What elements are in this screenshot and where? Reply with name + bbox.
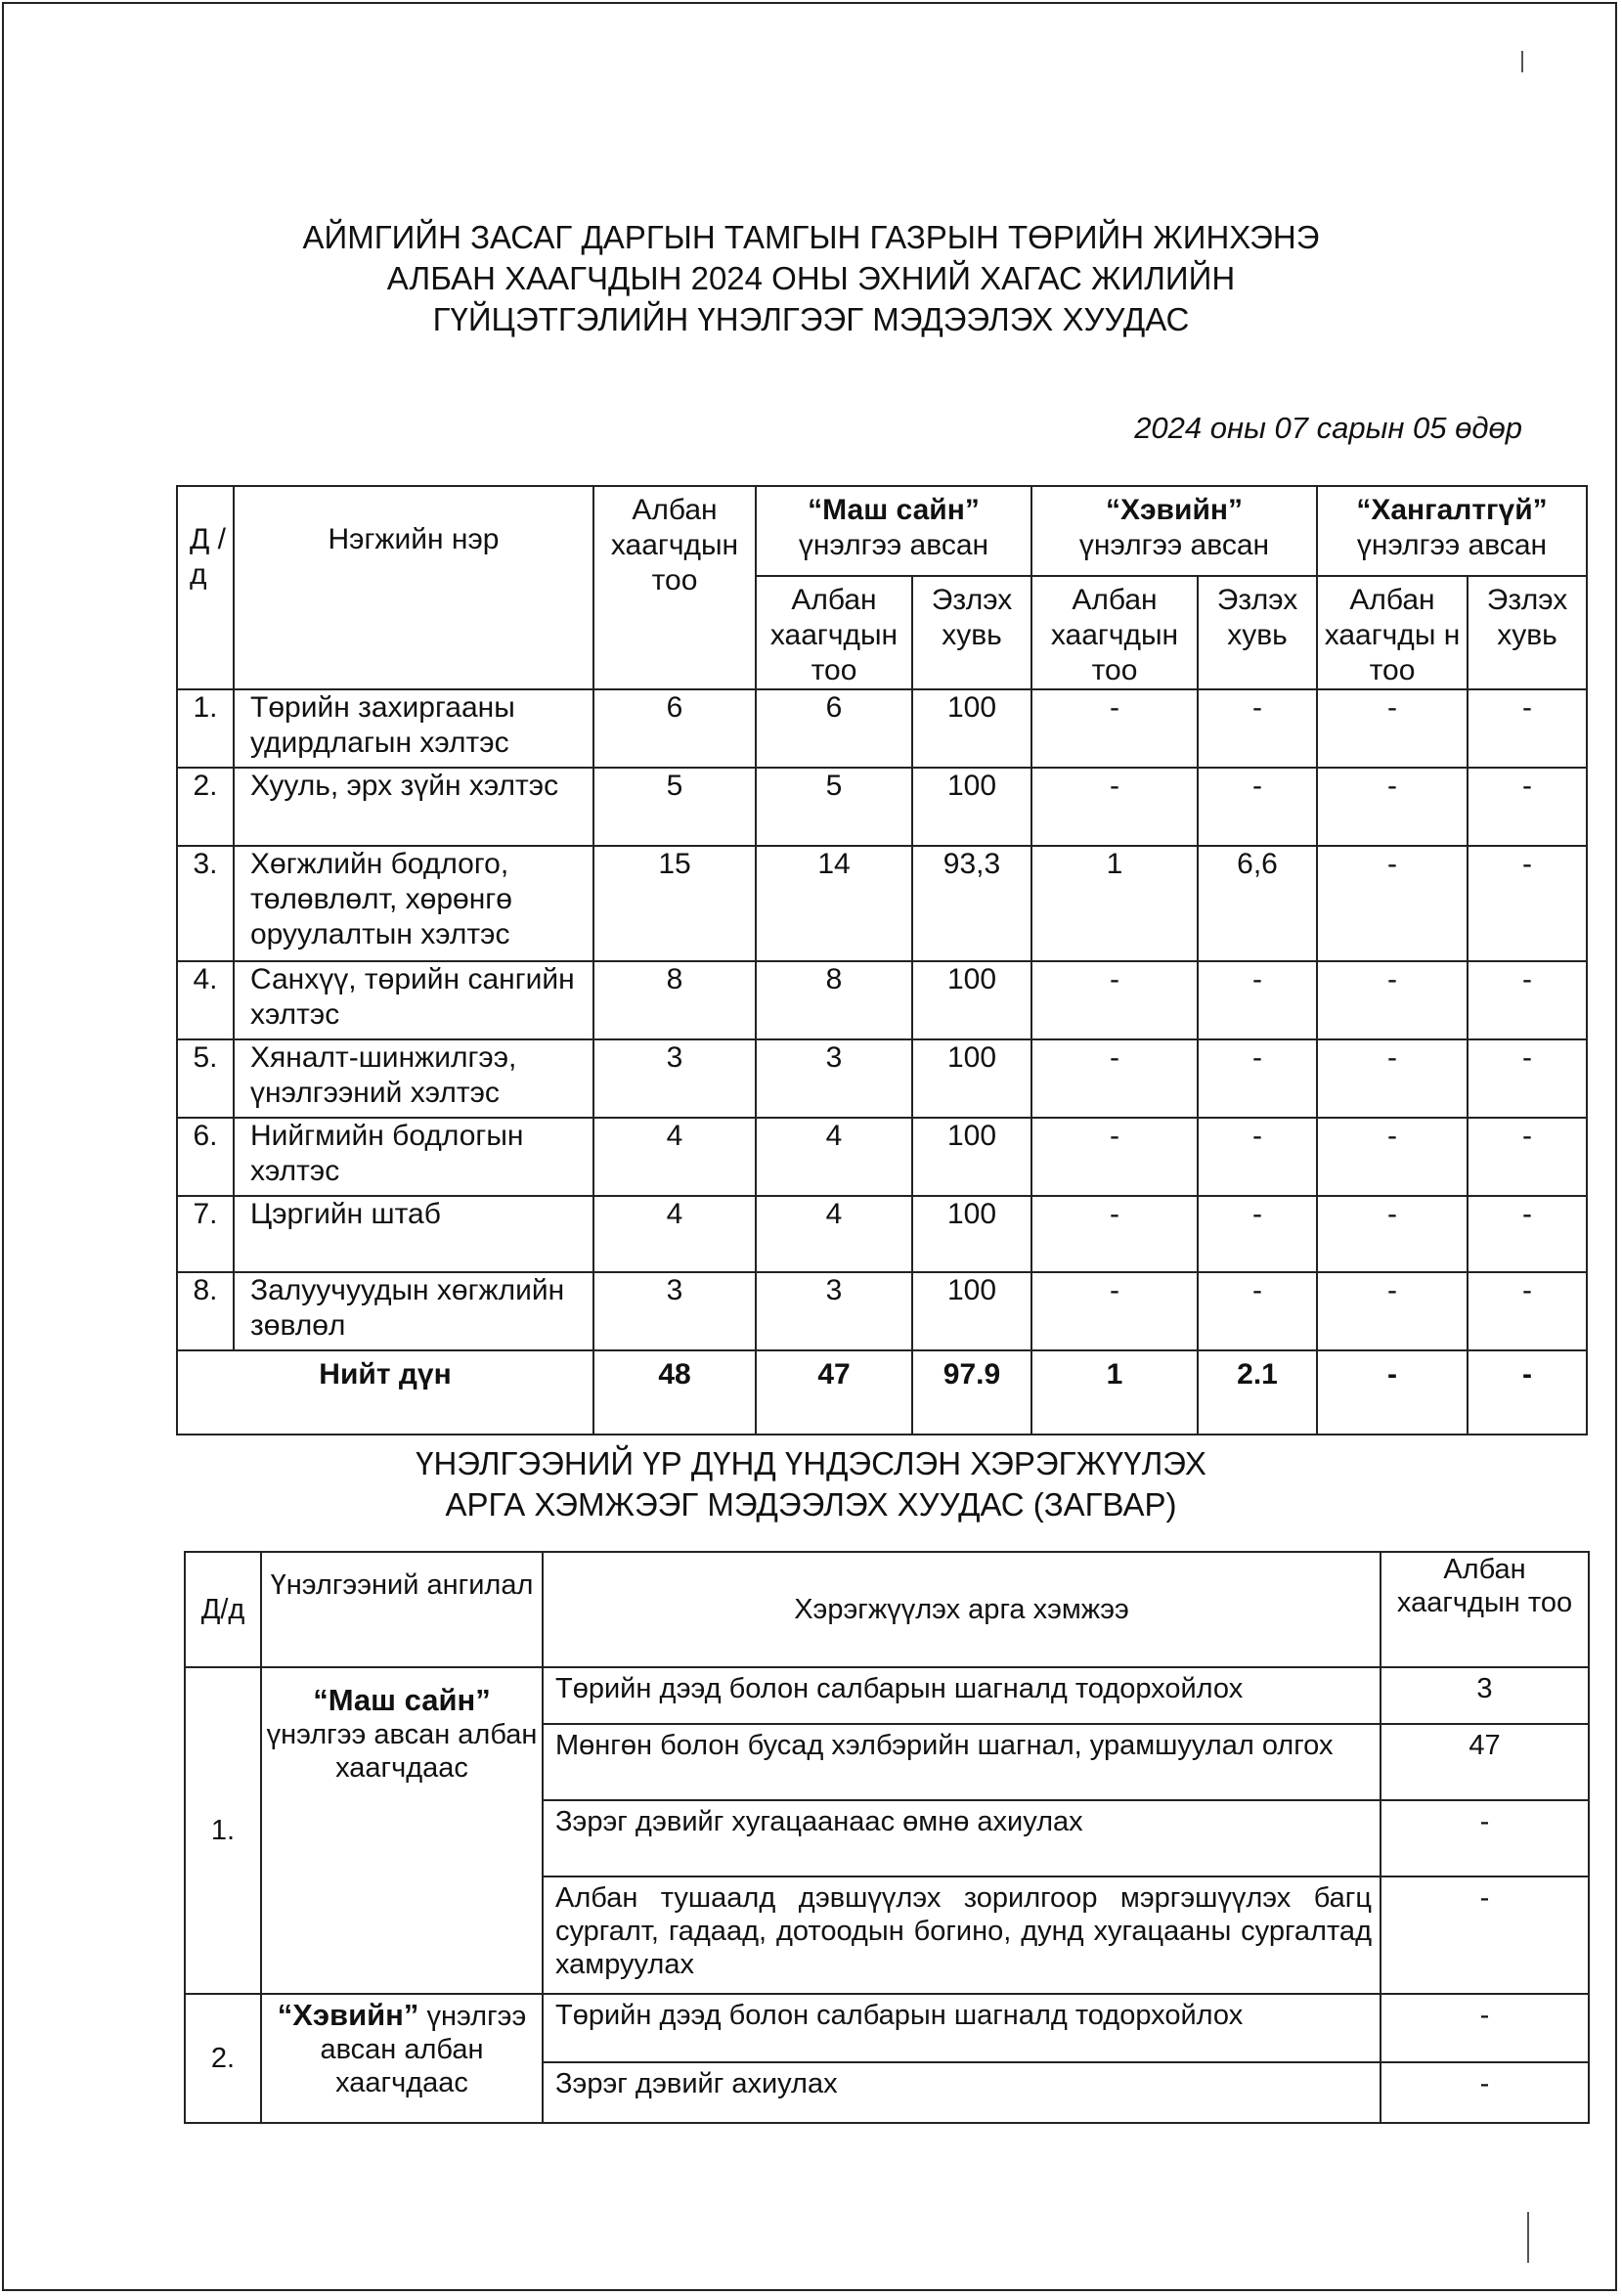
row-number: 2. [177,768,234,846]
row-number: 7. [177,1196,234,1272]
header-very-good-sub: үнэлгээ авсан [798,529,989,561]
scan-mark [1521,51,1523,72]
normal-percent: - [1198,961,1317,1039]
normal-count: - [1031,1196,1198,1272]
staff-count: 3 [593,1039,756,1118]
action-text: Мөнгөн болон бусад хэлбэрийн шагнал, урамшуулал олгох [543,1724,1381,1800]
table-row [177,1039,1587,1118]
row-number: 4. [177,961,234,1039]
normal-percent: - [1198,1039,1317,1118]
normal-count: - [1031,1039,1198,1118]
staff-count: 47 [1381,1724,1589,1800]
total-label: Нийт дүн [177,1350,593,1435]
title-line-3: ГҮЙЦЭТГЭЛИЙН ҮНЭЛГЭЭГ МЭДЭЭЛЭХ ХУУДАС [432,301,1190,337]
table-row [177,768,1587,846]
very-good-percent: 100 [912,961,1031,1039]
unsatisfactory-percent: - [1468,846,1587,961]
header-normal [1031,486,1317,576]
unit-name: Санхүү, төрийн сангийн хэлтэс [234,961,593,1039]
staff-count: - [1381,2062,1589,2123]
unit-name: Цэргийн штаб [234,1196,593,1272]
normal-percent: - [1198,689,1317,768]
table-row [177,846,1587,961]
header-unsatisfactory-sub: үнэлгээ авсан [1356,529,1548,561]
normal-percent: - [1198,1118,1317,1196]
subheader-percent: Эзлэх хувь [1198,576,1317,689]
unsatisfactory-percent: - [1468,1118,1587,1196]
unsatisfactory-count: - [1317,1196,1468,1272]
very-good-percent: 100 [912,1118,1031,1196]
header-very-good [756,486,1031,576]
header-very-good-title: “Маш сайн” [808,494,980,526]
normal-percent: - [1198,768,1317,846]
total-normal-percent: 2.1 [1198,1350,1317,1435]
header-unsatisfactory [1317,486,1587,576]
title-line-1: АЙМГИЙН ЗАСАГ ДАРГЫН ТАМГЫН ГАЗРЫН ТӨРИЙН ЖИНХЭНЭ [302,219,1320,255]
table-row [177,1196,1587,1272]
subheader-count: Албан хаагчдын тоо [756,576,912,689]
unsatisfactory-count: - [1317,846,1468,961]
normal-count: - [1031,689,1198,768]
normal-percent: - [1198,1272,1317,1350]
very-good-count: 5 [756,768,912,846]
subheader-count: Албан хаагчдын тоо [1031,576,1198,689]
very-good-percent: 100 [912,1272,1031,1350]
total-unsatisfactory-percent: - [1468,1350,1587,1435]
unit-name: Нийгмийн бодлогын хэлтэс [234,1118,593,1196]
header-category: Үнэлгээний ангилал [261,1552,543,1667]
action-text: Зэрэг дэвийг хугацаанаас өмнө ахиулах [543,1800,1381,1877]
unit-name: Хөгжлийн бодлого, төлөвлөлт, хөрөнгө оруулалтын хэлтэс [234,846,593,961]
very-good-count: 3 [756,1272,912,1350]
very-good-percent: 100 [912,689,1031,768]
subheader-percent: Эзлэх хувь [912,576,1031,689]
total-staff: 48 [593,1350,756,1435]
very-good-percent: 100 [912,1196,1031,1272]
action-text: Албан тушаалд дэвшүүлэх зорилгоор мэргэшүүлэх багц сургалт, гадаад, дотоодын богино, дунд хугацааны сургалтад хамруулах [543,1877,1381,1994]
total-normal-count: 1 [1031,1350,1198,1435]
header-unit-name: Нэгжийн нэр [234,486,593,689]
category-name: “Хэвийн” [277,1998,419,2032]
document-title [0,217,1622,340]
unsatisfactory-percent: - [1468,1196,1587,1272]
category-cell [261,1667,543,1994]
table-row [185,1994,1589,2062]
very-good-percent: 100 [912,1039,1031,1118]
header-no: Д /д [177,486,234,689]
staff-count: 8 [593,961,756,1039]
unsatisfactory-count: - [1317,1272,1468,1350]
section-title [0,1443,1622,1525]
action-text: Төрийн дээд болон салбарын шагналд тодорхойлох [543,1994,1381,2062]
unsatisfactory-percent: - [1468,1272,1587,1350]
normal-count: - [1031,1118,1198,1196]
unit-name: Залуучуудын хөгжлийн зөвлөл [234,1272,593,1350]
total-unsatisfactory-count: - [1317,1350,1468,1435]
staff-count: 4 [593,1196,756,1272]
table-row [177,1272,1587,1350]
very-good-count: 6 [756,689,912,768]
group-number: 2. [185,1994,261,2123]
category-cell [261,1994,543,2123]
row-number: 1. [177,689,234,768]
unsatisfactory-count: - [1317,1039,1468,1118]
normal-percent: - [1198,1196,1317,1272]
category-desc: үнэлгээ авсан албан хаагчдаас [320,2001,527,2098]
unsatisfactory-count: - [1317,689,1468,768]
very-good-count: 14 [756,846,912,961]
unsatisfactory-percent: - [1468,689,1587,768]
category-name: “Маш сайн” [313,1683,491,1717]
section-title-line-1: ҮНЭЛГЭЭНИЙ ҮР ДҮНД ҮНДЭСЛЭН ХЭРЭГЖҮҮЛЭХ [416,1445,1206,1481]
very-good-count: 4 [756,1196,912,1272]
header-action: Хэрэгжүүлэх арга хэмжээ [543,1552,1381,1667]
table-row [177,1118,1587,1196]
total-very-good-percent: 97.9 [912,1350,1031,1435]
unsatisfactory-count: - [1317,1118,1468,1196]
unit-name: Хяналт-шинжилгээ, үнэлгээний хэлтэс [234,1039,593,1118]
normal-count: - [1031,768,1198,846]
header-staff-count: Албан хаагчдын тоо [1381,1552,1589,1667]
unit-name: Төрийн захиргааны удирдлагын хэлтэс [234,689,593,768]
category-desc: үнэлгээ авсан албан хаагчдаас [266,1719,538,1784]
subheader-count: Албан хаагчды н тоо [1317,576,1468,689]
very-good-count: 4 [756,1118,912,1196]
unsatisfactory-count: - [1317,768,1468,846]
staff-count: 6 [593,689,756,768]
header-unsatisfactory-title: “Хангалтгүй” [1356,494,1548,526]
row-number: 6. [177,1118,234,1196]
action-text: Төрийн дээд болон салбарын шагналд тодорхойлох [543,1667,1381,1724]
staff-count: - [1381,1994,1589,2062]
normal-count: - [1031,1272,1198,1350]
table-row [177,961,1587,1039]
header-no: Д/д [185,1552,261,1667]
normal-percent: 6,6 [1198,846,1317,961]
group-number: 1. [185,1667,261,1994]
staff-count: 15 [593,846,756,961]
row-number: 8. [177,1272,234,1350]
measures-table [184,1551,1590,2124]
row-number: 5. [177,1039,234,1118]
table-row [185,1667,1589,1724]
action-text: Зэрэг дэвийг ахиулах [543,2062,1381,2123]
subheader-percent: Эзлэх хувь [1468,576,1587,689]
unsatisfactory-percent: - [1468,961,1587,1039]
total-very-good-count: 47 [756,1350,912,1435]
total-row [177,1350,1587,1435]
unsatisfactory-count: - [1317,961,1468,1039]
header-normal-sub: үнэлгээ авсан [1078,529,1270,561]
staff-count: - [1381,1877,1589,1994]
very-good-percent: 100 [912,768,1031,846]
very-good-percent: 93,3 [912,846,1031,961]
very-good-count: 8 [756,961,912,1039]
staff-count: 3 [593,1272,756,1350]
row-number: 3. [177,846,234,961]
unsatisfactory-percent: - [1468,768,1587,846]
scan-mark [1527,2212,1529,2263]
unsatisfactory-percent: - [1468,1039,1587,1118]
title-line-2: АЛБАН ХААГЧДЫН 2024 ОНЫ ЭХНИЙ ХАГАС ЖИЛИЙН [386,260,1236,296]
header-normal-title: “Хэвийн” [1105,494,1244,526]
document-date: 2024 оны 07 сарын 05 өдөр [1134,411,1522,445]
normal-count: - [1031,961,1198,1039]
staff-count: - [1381,1800,1589,1877]
staff-count: 5 [593,768,756,846]
table-row [177,689,1587,768]
very-good-count: 3 [756,1039,912,1118]
unit-name: Хууль, эрх зүйн хэлтэс [234,768,593,846]
staff-count: 3 [1381,1667,1589,1724]
header-staff-count: Албан хаагчдын тоо [593,486,756,689]
evaluation-summary-table [176,485,1588,1435]
staff-count: 4 [593,1118,756,1196]
section-title-line-2: АРГА ХЭМЖЭЭГ МЭДЭЭЛЭХ ХУУДАС (ЗАГВАР) [445,1486,1177,1523]
normal-count: 1 [1031,846,1198,961]
